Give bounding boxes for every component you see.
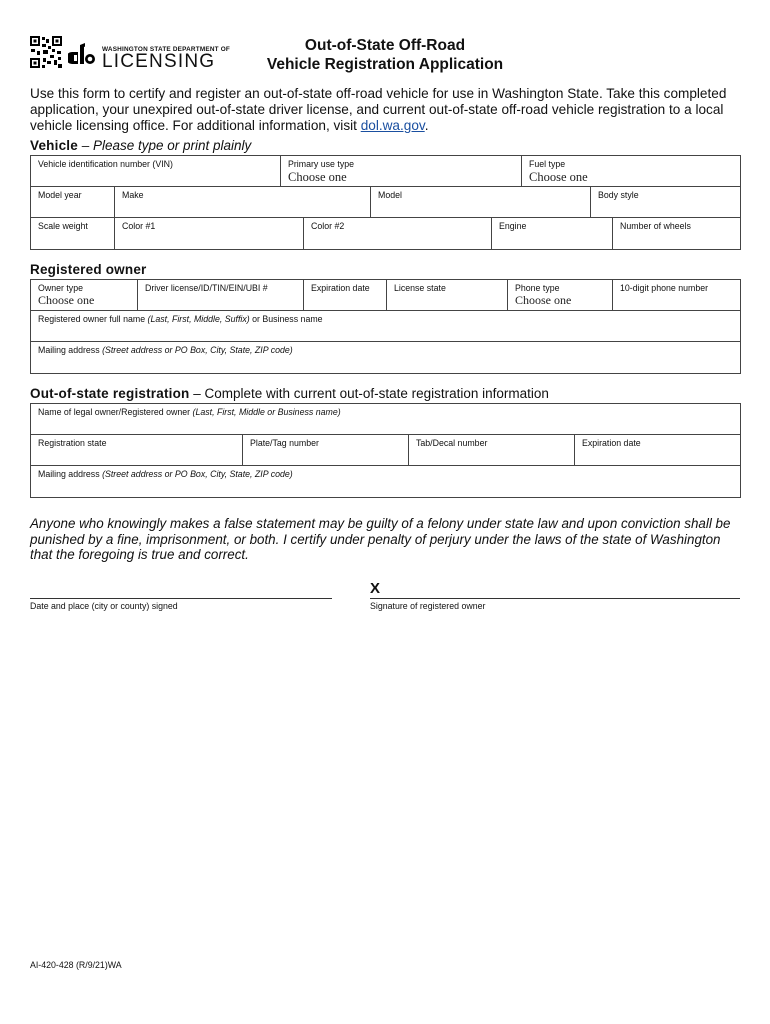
model-year-field[interactable] <box>31 187 114 217</box>
oos-table <box>30 403 741 498</box>
wheels-label: Number of wheels <box>620 221 691 231</box>
oos-heading-title: Out-of-state registration <box>30 386 190 401</box>
owner-full-name-end: or Business name <box>249 314 323 324</box>
owner-heading <box>30 262 146 278</box>
body-style-label: Body style <box>598 190 639 200</box>
oos-mailing-label <box>38 469 293 479</box>
registration-state-field[interactable] <box>31 435 242 465</box>
date-place-line[interactable] <box>30 598 332 599</box>
owner-row-3 <box>31 342 740 373</box>
vehicle-heading-sub: – Please type or print plainly <box>77 138 252 153</box>
primary-use-value: Choose one <box>288 170 347 184</box>
qr-code-icon <box>30 36 62 68</box>
owner-full-name-text: Registered owner full name <box>38 314 148 324</box>
oos-row-2 <box>31 435 740 466</box>
oos-expiration-field[interactable] <box>574 435 742 465</box>
oos-row-3 <box>31 466 740 497</box>
fuel-type-label: Fuel type <box>529 159 566 169</box>
model-label: Model <box>378 190 402 200</box>
tab-decal-field[interactable] <box>408 435 574 465</box>
owner-row-1 <box>31 280 740 311</box>
owner-mailing-label <box>38 345 293 355</box>
form-header <box>30 36 740 76</box>
owner-mailing-text: Mailing address <box>38 345 103 355</box>
owner-table <box>30 279 741 374</box>
signature-label: Signature of registered owner <box>370 601 486 611</box>
driver-license-label: Driver license/ID/TIN/EIN/UBI # <box>145 283 268 293</box>
scale-weight-label: Scale weight <box>38 221 88 231</box>
scale-weight-field[interactable] <box>31 218 114 249</box>
vehicle-row-3 <box>31 218 740 249</box>
owner-expiration-field[interactable] <box>303 280 386 310</box>
license-state-field[interactable] <box>386 280 507 310</box>
licensing-wordmark: LICENSING <box>102 51 216 72</box>
form-title <box>230 36 540 74</box>
title-line-1: Out-of-State Off-Road <box>304 37 466 54</box>
primary-use-label: Primary use type <box>288 159 354 169</box>
license-state-label: License state <box>394 283 446 293</box>
form-number: AI-420-428 (R/9/21)WA <box>30 960 122 970</box>
legal-owner-label <box>38 407 341 417</box>
model-year-label: Model year <box>38 190 82 200</box>
owner-type-select[interactable] <box>31 280 137 310</box>
vin-field[interactable] <box>31 156 280 186</box>
owner-full-name-label <box>38 314 323 324</box>
owner-expiration-label: Expiration date <box>311 283 370 293</box>
fuel-type-value: Choose one <box>529 170 588 184</box>
vehicle-heading <box>30 138 251 154</box>
owner-heading-title: Registered owner <box>30 262 147 277</box>
phone-type-value: Choose one <box>515 293 572 307</box>
intro-paragraph <box>30 86 745 134</box>
primary-use-select[interactable] <box>280 156 521 186</box>
owner-full-name-hint: (Last, First, Middle, Suffix) <box>147 314 250 324</box>
plate-number-field[interactable] <box>242 435 408 465</box>
body-style-field[interactable] <box>590 187 742 217</box>
vehicle-row-2 <box>31 187 740 218</box>
owner-row-2 <box>31 311 740 342</box>
model-field[interactable] <box>370 187 590 217</box>
oos-heading-sub: – Complete with current out-of-state registration information <box>189 386 549 401</box>
dol-website-link[interactable]: dol.wa.gov <box>360 118 425 133</box>
fuel-type-select[interactable] <box>521 156 742 186</box>
phone-type-select[interactable] <box>507 280 612 310</box>
phone-number-label: 10-digit phone number <box>620 283 709 293</box>
color2-label: Color #2 <box>311 221 345 231</box>
oos-mailing-hint: (Street address or PO Box, City, State, ZIP code) <box>102 469 293 479</box>
tab-decal-label: Tab/Decal number <box>416 438 488 448</box>
legal-owner-text: Name of legal owner/Registered owner <box>38 407 193 417</box>
vin-label: Vehicle identification number (VIN) <box>38 159 173 169</box>
color1-field[interactable] <box>114 218 303 249</box>
legal-owner-hint: (Last, First, Middle or Business name) <box>192 407 341 417</box>
intro-text: Use this form to certify and register an out-of-state off-road vehicle for use in Washington State. Take this completed application, your unexpired out-of-state driver license, and current out-of-state off-road vehicle registration to a local vehicle licensing office. For additional information, visit <box>30 86 727 133</box>
engine-label: Engine <box>499 221 527 231</box>
department-name: WASHINGTON STATE DEPARTMENT OF <box>102 46 231 53</box>
vehicle-heading-title: Vehicle <box>30 138 78 153</box>
date-place-label: Date and place (city or county) signed <box>30 601 178 611</box>
color1-label: Color #1 <box>122 221 156 231</box>
dol-logo-icon <box>68 42 98 68</box>
signature-line[interactable] <box>370 598 740 599</box>
color2-field[interactable] <box>303 218 491 249</box>
owner-type-label: Owner type <box>38 283 83 293</box>
owner-full-name-field[interactable] <box>31 311 742 341</box>
wheels-field[interactable] <box>612 218 742 249</box>
oos-mailing-text: Mailing address <box>38 469 103 479</box>
engine-field[interactable] <box>491 218 612 249</box>
oos-mailing-address-field[interactable] <box>31 466 742 497</box>
vehicle-row-1 <box>31 156 740 187</box>
make-label: Make <box>122 190 144 200</box>
plate-number-label: Plate/Tag number <box>250 438 319 448</box>
signature-x-mark: X <box>370 580 381 597</box>
owner-mailing-address-field[interactable] <box>31 342 742 373</box>
oos-row-1 <box>31 404 740 435</box>
registration-state-label: Registration state <box>38 438 107 448</box>
owner-type-value: Choose one <box>38 293 95 307</box>
oos-expiration-label: Expiration date <box>582 438 641 448</box>
owner-mailing-hint: (Street address or PO Box, City, State, ZIP code) <box>102 345 293 355</box>
make-field[interactable] <box>114 187 370 217</box>
legal-owner-field[interactable] <box>31 404 742 434</box>
phone-number-field[interactable] <box>612 280 742 310</box>
oos-heading <box>30 386 549 402</box>
intro-end: . <box>424 118 429 133</box>
title-line-2: Vehicle Registration Application <box>266 56 504 73</box>
certification-statement: Anyone who knowingly makes a false statement may be guilty of a felony under state law and upon conviction shall be punished by a fine, imprisonment, or both. I certify under penalty of perjury under the laws of the state of Washington that the foregoing is true and correct. <box>30 516 731 562</box>
vehicle-table <box>30 155 741 250</box>
driver-license-field[interactable] <box>137 280 303 310</box>
phone-type-label: Phone type <box>515 283 560 293</box>
